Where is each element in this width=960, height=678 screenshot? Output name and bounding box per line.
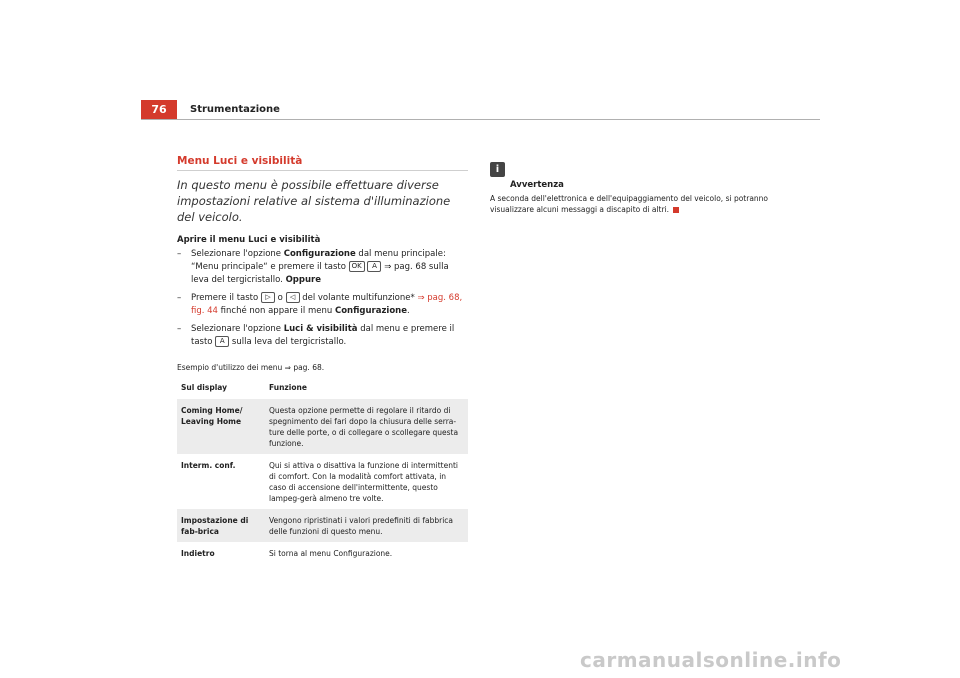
step-3: – Selezionare l'opzione Luci & visibilità dal menu e premere il tasto A sulla leva del tergicristallo. (177, 324, 455, 347)
table-cell-desc: Si torna al menu Configurazione. (269, 549, 393, 558)
example-note: Esempio d'utilizzo dei menu ⇒ pag. 68. (177, 363, 325, 372)
table-row (177, 542, 468, 564)
table-row (177, 399, 468, 454)
table-cell-term: Coming Home/ Leaving Home (177, 399, 265, 454)
step-dash: – (177, 249, 182, 259)
warning-text: A seconda dell'elettronica e dell'equipaggiamento del veicolo, si potranno visualizzare alcuni messaggi a discapito di altri. (490, 194, 769, 214)
ok-key-icon: OK (349, 261, 365, 272)
table-cell-desc: Questa opzione permette di regolare il ritardo di spegnimento dei fari dopo la chiusura delle serra-ture delle porte, o di collegare o scollegare questa funzione. (265, 399, 468, 454)
step-2: – Premere il tasto ▷ o ◁ del volante multifunzione* ⇒ pag. 68, fig. 44 finché non appare il menu Configurazione. (177, 293, 463, 316)
page-reference-link[interactable]: ⇒ pag. 68 (384, 262, 427, 272)
function-table (177, 378, 468, 564)
table-header-row (177, 378, 468, 399)
info-warning-icon: i (490, 162, 505, 177)
section-title: Menu Luci e visibilità (177, 155, 468, 171)
page-number: 76 (141, 100, 177, 119)
column-header: Sul display (181, 383, 227, 392)
end-marker-icon (673, 207, 679, 213)
a-key-icon: A (215, 336, 229, 347)
left-arrow-key-icon: ◁ (286, 292, 300, 303)
column-header: Funzione (269, 383, 307, 392)
page-figure-reference-link[interactable]: ⇒ pag. 68, fig. 44 (191, 293, 463, 316)
a-key-icon: A (367, 261, 381, 272)
table-cell-term: Impostazione di fab-brica (177, 509, 265, 542)
step-1: – Selezionare l'opzione Configurazione dal menu principale: “Menu principale“ e premere il tasto OK A ⇒ pag. 68 sulla leva del tergicristallo. Oppure (177, 249, 449, 285)
section-intro: In questo menu è possibile effettuare diverse impostazioni relative al sistema d'illuminazione del veicolo. (177, 178, 451, 224)
table-cell-term: Indietro (181, 549, 215, 558)
chapter-title: Strumentazione (190, 104, 280, 115)
step-dash: – (177, 324, 182, 334)
step-dash: – (177, 293, 182, 303)
table-row (177, 509, 468, 542)
watermark: carmanualsonline.info (580, 648, 842, 672)
table-cell-desc: Qui si attiva o disattiva la funzione di intermittenti di comfort. Con la modalità comfort attivata, in caso di accensione dell'intermittente, questo lampeg-gerà almeno tre volte. (269, 461, 458, 503)
left-column (177, 155, 468, 564)
right-arrow-key-icon: ▷ (261, 292, 275, 303)
header-divider (141, 119, 820, 120)
table-cell-term: Interm. conf. (181, 461, 236, 470)
warning-title: Avvertenza (510, 180, 564, 190)
table-row (177, 454, 468, 509)
subheading: Aprire il menu Luci e visibilità (177, 235, 321, 245)
right-column (490, 157, 790, 215)
table-cell-desc: Vengono ripristinati i valori predefiniti di fabbrica delle funzioni di questo menu. (265, 509, 468, 542)
